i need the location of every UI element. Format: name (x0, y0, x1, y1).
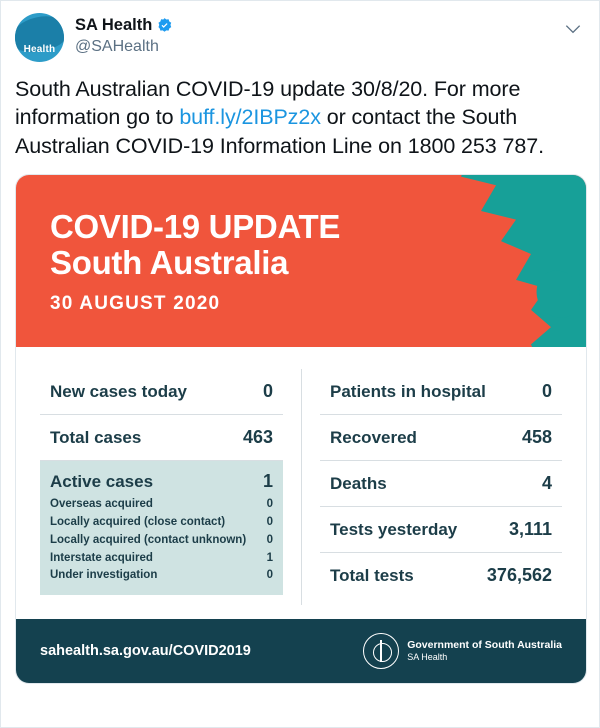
list-item (50, 496, 273, 514)
stat-row (40, 369, 283, 415)
card-title-line1: COVID-19 UPDATE (50, 208, 341, 246)
stat-value: 4 (541, 473, 552, 494)
tweet-text-part-1: South Australian COVID-19 update 30/8/20. For more information go to (15, 77, 521, 130)
stats-column-left (40, 369, 301, 605)
stat-label: Tests yesterday (330, 520, 458, 540)
display-name[interactable]: SA Health (75, 16, 153, 34)
stats-column-right (301, 369, 562, 605)
stat-label: Patients in hospital (330, 382, 486, 402)
government-name: Government of South Australia (407, 638, 562, 651)
card-title-line2: South Australia (50, 243, 289, 281)
account-handle[interactable]: @SAHealth (75, 37, 159, 55)
breakdown-label: Locally acquired (close contact) (50, 515, 226, 528)
stat-row (40, 415, 283, 461)
chevron-down-icon[interactable] (563, 19, 583, 44)
breakdown-value: 0 (266, 533, 273, 546)
tweet-text-part-2: or contact the South Australian COVID-19 Information Line on 1800 253 787. (15, 105, 544, 158)
stat-value: 0 (262, 381, 273, 402)
card-title (50, 209, 340, 280)
breakdown-label: Locally acquired (contact unknown) (50, 533, 247, 546)
stat-row (320, 507, 562, 553)
stat-value: 463 (242, 427, 273, 448)
verified-badge-icon (156, 17, 173, 34)
card-footer (16, 619, 586, 683)
breakdown-value: 0 (266, 515, 273, 528)
list-item (50, 514, 273, 532)
stat-row (320, 369, 562, 415)
stat-value: 3,111 (508, 519, 552, 540)
stat-label: Deaths (330, 474, 387, 494)
stat-label: Total cases (50, 428, 142, 448)
stats-grid (16, 347, 586, 605)
card-date: 30 AUGUST 2020 (50, 293, 221, 315)
breakdown-label: Under investigation (50, 569, 158, 582)
stat-row (320, 461, 562, 507)
stat-value: 458 (521, 427, 552, 448)
stat-label: Total tests (330, 566, 414, 586)
tweet-text (15, 75, 585, 160)
breakdown-value: 0 (266, 498, 273, 511)
display-name-row (75, 15, 173, 36)
stat-row (320, 415, 562, 461)
tweet-link[interactable]: buff.ly/2IBPz2x (179, 105, 321, 130)
stat-value: 0 (541, 381, 552, 402)
stat-value: 1 (262, 471, 273, 492)
covid-update-image-card[interactable] (15, 174, 587, 684)
south-australia-map-shape (366, 175, 586, 347)
stat-label: Recovered (330, 428, 417, 448)
card-header-banner (16, 175, 586, 347)
government-logo-block (363, 633, 562, 669)
breakdown-label: Interstate acquired (50, 551, 153, 564)
list-item (50, 532, 273, 550)
active-cases-header (50, 471, 273, 496)
tweet-header (15, 13, 585, 62)
department-name: SA Health (407, 652, 448, 663)
breakdown-value: 0 (266, 569, 273, 582)
account-name-block (75, 13, 173, 57)
stat-value: 376,562 (486, 565, 552, 586)
avatar[interactable] (15, 13, 64, 62)
stat-label: Active cases (50, 472, 154, 492)
footer-url: sahealth.sa.gov.au/COVID2019 (40, 643, 251, 660)
stat-label: New cases today (50, 382, 188, 402)
breakdown-label: Overseas acquired (50, 498, 153, 511)
list-item (50, 550, 273, 568)
active-cases-panel (40, 461, 283, 595)
government-crest-icon (363, 633, 399, 669)
breakdown-value: 1 (266, 551, 273, 564)
stat-row (320, 553, 562, 598)
avatar-label: Health (23, 44, 56, 55)
list-item (50, 567, 273, 585)
